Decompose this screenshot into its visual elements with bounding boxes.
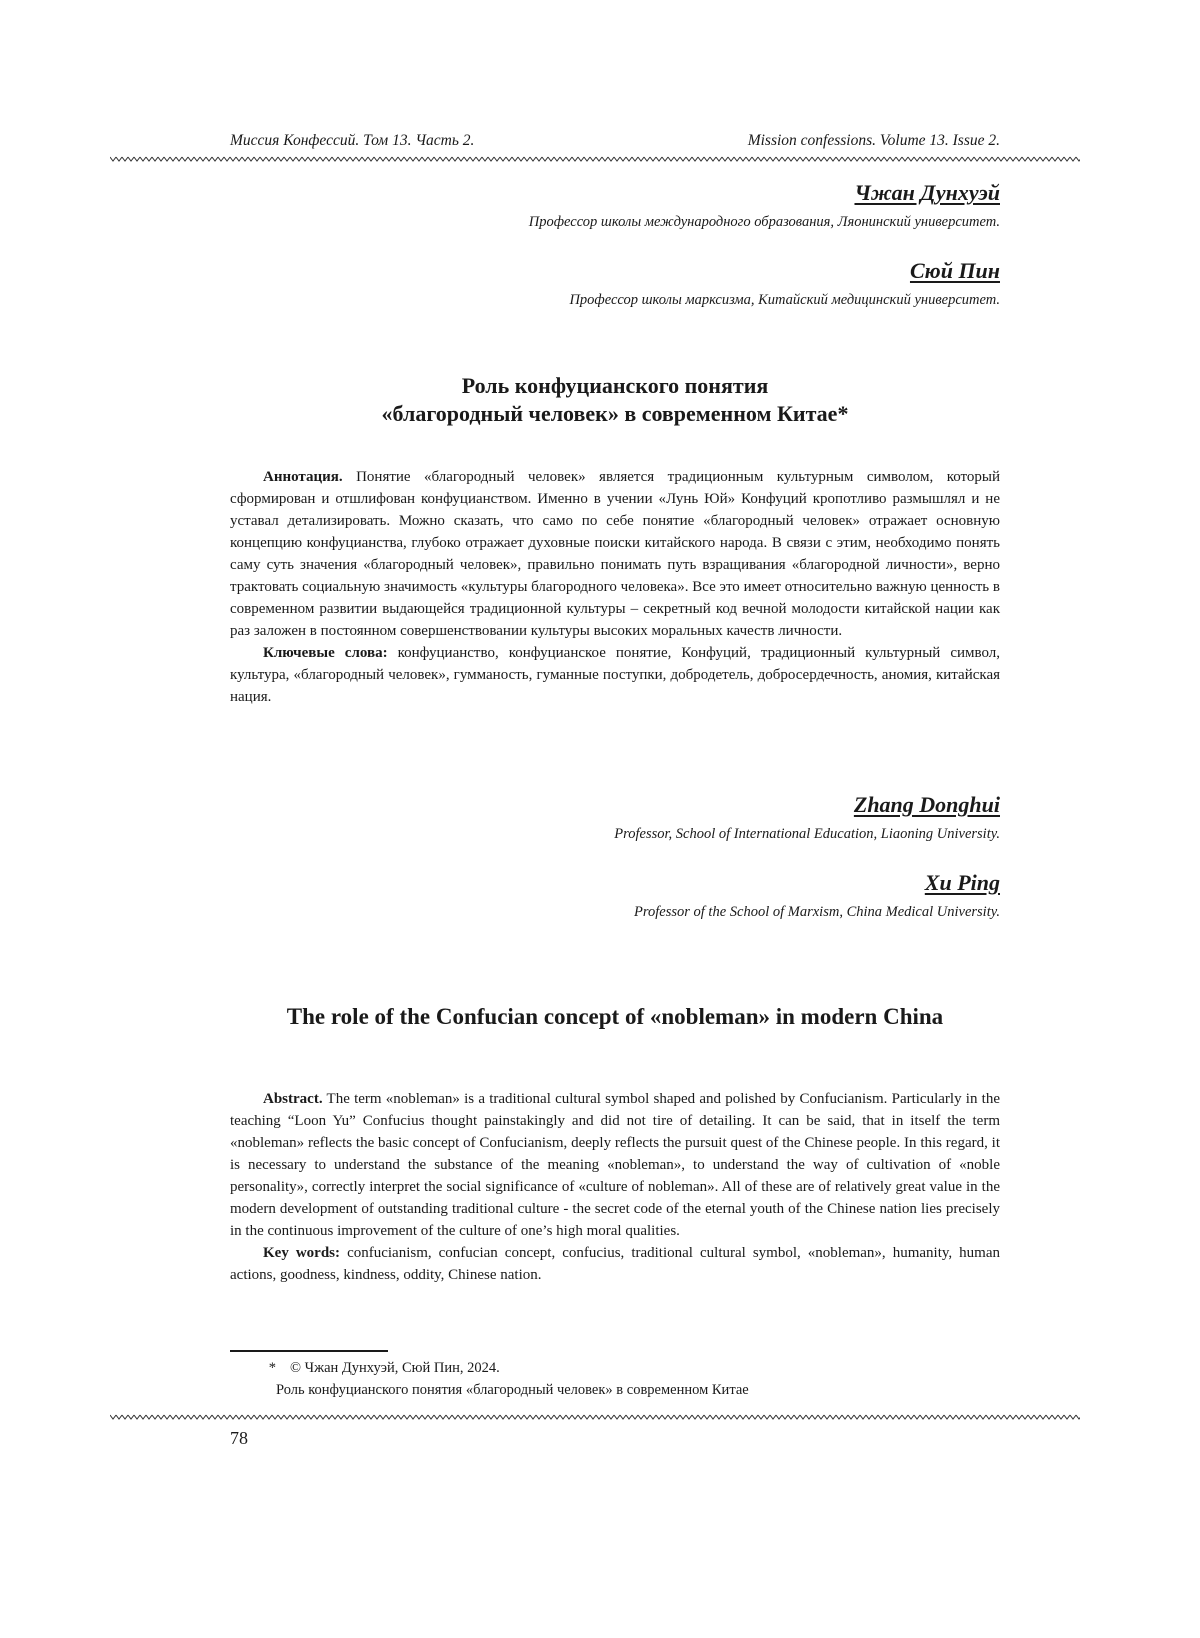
footnote-mark: * — [268, 1360, 276, 1376]
author-ru-1 — [230, 180, 1000, 231]
title-line: «благородный человек» в современном Китае* — [381, 401, 849, 426]
abstract-paragraph — [230, 1088, 1000, 1242]
abstract-text: Понятие «благородный человек» является традиционным культурным символом, который сформирован и отшлифован конфуцианством. Именно в учении «Лунь Юй» Конфуций кропотливо размышлял и не уставал детализировать. Можно сказать, что само по себе понятие «благородный человек» отражает основную концепцию конфуцианства, глубоко отражает духовные поиски китайского народа. В связи с этим, необходимо понять саму суть значения «благородный человек», правильно понимать путь взращивания «благородной личности», верно трактовать социальную значимость «культуры благородного человека». Все это имеет относительно важную ценность в современном развитии выдающейся традиционной культуры – секретный код вечной молодости китайской нации как раз заложен в постоянном совершенствовании культуры высоких моральных качеств личности. — [230, 469, 1000, 639]
keywords-text: конфуцианство, конфуцианское понятие, Конфуций, традиционный культурный символ, культура, «благородный человек», гумманость, гуманные поступки, добродетель, добросердечность, аномия, китайская нация. — [230, 645, 1001, 705]
author-name: Xu Ping — [924, 870, 1000, 895]
running-header-left: Миссия Конфессий. Том 13. Часть 2. — [230, 132, 475, 149]
abstract-label: Abstract. — [263, 1091, 323, 1107]
abstract-en — [230, 1088, 1000, 1286]
running-header-right: Mission confessions. Volume 13. Issue 2. — [747, 132, 1000, 149]
page-number: 78 — [230, 1428, 248, 1448]
author-name: Zhang Donghui — [853, 792, 1000, 817]
keywords-label: Ключевые слова: — [263, 645, 388, 661]
abstract-ru — [230, 466, 1000, 708]
footnote-rule — [230, 1350, 388, 1352]
footnote-title: Роль конфуцианского понятия «благородный человек» в современном Китае — [276, 1382, 749, 1398]
title-line: Роль конфуцианского понятия — [461, 373, 769, 398]
footnote-copyright: © Чжан Дунхуэй, Сюй Пин, 2024. — [290, 1360, 500, 1376]
keywords-paragraph — [230, 1242, 1000, 1286]
footnote-line — [230, 1357, 1000, 1379]
keywords-label: Key words: — [263, 1245, 341, 1261]
abstract-label: Аннотация. — [263, 469, 343, 485]
footnote — [230, 1357, 1000, 1401]
author-name: Сюй Пин — [909, 258, 1000, 283]
abstract-text: The term «nobleman» is a traditional cultural symbol shaped and polished by Confucianism. Particularly in the teaching “Loon Yu” Confucius thought painstakingly and did not tire of detailing. It can be said, that in itself the term «nobleman» reflects the basic concept of Confucianism, deeply reflects the pursuit quest of the Chinese people. In this regard, it is necessary to understand the substance of the meaning «nobleman», to understand the way of cultivation of «noble personality», correctly interpret the social significance of «culture of nobleman». All of these are of relatively great value in the modern development of outstanding traditional culture - the secret code of the eternal youth of the Chinese nation lies precisely in the continuous improvement of the culture of one’s high moral qualities. — [230, 1091, 1000, 1239]
author-name: Чжан Дунхуэй — [854, 180, 1000, 205]
author-affiliation: Professor of the School of Marxism, China Medical University. — [634, 904, 1000, 920]
author-affiliation: Профессор школы международного образования, Ляонинский университет. — [528, 214, 1000, 230]
article-title-ru — [230, 372, 1000, 428]
running-header — [230, 132, 1000, 154]
keywords-paragraph — [230, 642, 1000, 708]
author-affiliation: Professor, School of International Education, Liaoning University. — [614, 826, 1000, 842]
author-affiliation: Профессор школы марксизма, Китайский медицинский университет. — [569, 292, 1000, 308]
keywords-text: confucianism, confucian concept, confucius, traditional cultural symbol, «nobleman», humanity, human actions, goodness, kindness, oddity, Chinese nation. — [230, 1245, 1001, 1283]
abstract-paragraph — [230, 466, 1000, 642]
author-en-2 — [230, 870, 1000, 921]
author-en-1 — [230, 792, 1000, 843]
ornament-divider-bottom — [110, 1412, 1080, 1422]
author-ru-2 — [230, 258, 1000, 309]
ornament-divider-top — [110, 154, 1080, 164]
article-title-en: The role of the Confucian concept of «nobleman» in modern China — [286, 1004, 944, 1029]
